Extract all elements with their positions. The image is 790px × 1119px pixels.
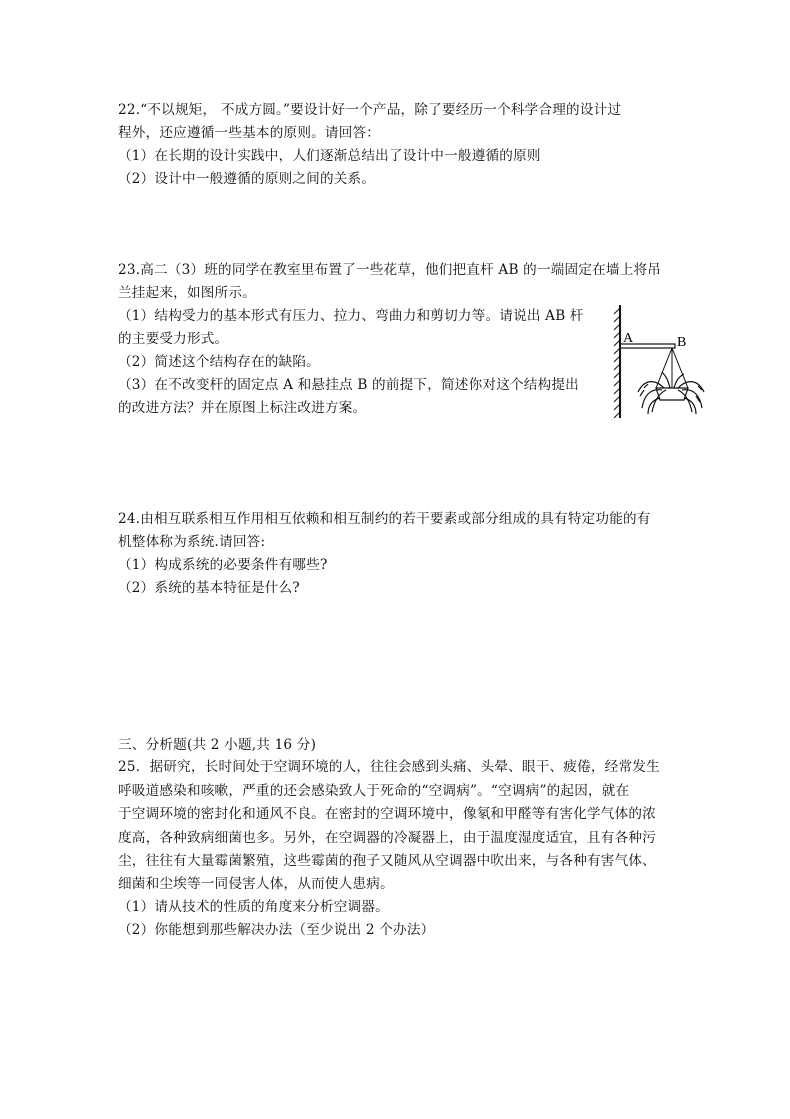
q23-sub-1-line-1: （1）结构受力的基本形式有压力、拉力、弯曲力和剪切力等。请说出 AB 杆	[118, 308, 584, 324]
q23-sub-3-line-2: 的改进方法？并在原图上标注改进方案。	[118, 400, 367, 416]
q24-sub-2: （2）系统的基本特征是什么?	[118, 580, 300, 596]
q23-sub-1-line-2: 的主要受力形式。	[118, 331, 229, 347]
q24-line-1: 24.由相互联系相互作用相互依赖和相互制约的若干要素或部分组成的具有特定功能的有	[118, 511, 651, 527]
q24-sub-1: （1）构成系统的必要条件有哪些?	[118, 557, 328, 573]
q25-line-4: 度高，各种致病细菌也多。另外，在空调器的冷凝器上，由于温度湿度适宜，且有各种污	[118, 830, 656, 846]
q23-sub-2: （2）简述这个结构存在的缺陷。	[118, 354, 320, 370]
q22-line-2: 程外，还应遵循一些基本的原则。请回答：	[118, 125, 381, 141]
q22-sub-1: （1）在长期的设计实践中，人们逐渐总结出了设计中一般遵循的原则	[118, 148, 541, 164]
q25-line-1: 25．据研究，长时间处于空调环境的人，往往会感到头痛、头晕、眼干、疲倦，经常发生	[118, 759, 660, 775]
wall-rod-plant-figure	[604, 300, 714, 420]
q22-line-1: 22.“不以规矩， 不成方圆。”要设计好一个产品，除了要经历一个科学合理的设计过	[118, 102, 622, 118]
q25-line-6: 细菌和尘埃等一同侵害人体，从而使人患病。	[118, 876, 394, 892]
q25-sub-1: （1）请从技术的性质的角度来分析空调器。	[118, 899, 389, 915]
q23-line-1: 23.高二（3）班的同学在教室里布置了一些花草，他们把直杆 AB 的一端固定在墙上将吊	[118, 262, 662, 278]
q25-line-3: 于空调环境的密封化和通风不良。在密封的空调环境中，像氡和甲醛等有害化学气体的浓	[118, 806, 656, 822]
label-b: B	[677, 335, 687, 350]
label-a: A	[623, 331, 634, 346]
hanging-strings	[656, 348, 688, 388]
section-3-heading: 三、分析题(共 2 小题,共 16 分)	[118, 737, 317, 753]
q22-sub-2: （2）设计中一般遵循的原则之间的关系。	[118, 171, 376, 187]
q24-line-2: 机整体称为系统.请回答:	[118, 534, 266, 550]
q25-line-2: 呼吸道感染和咳嗽，严重的还会感染致人于死命的“空调病”。“空调病”的起因，就在	[118, 783, 630, 799]
q25-sub-2: （2）你能想到那些解决办法（至少说出 2 个办法）	[118, 922, 435, 938]
q23-line-2: 兰挂起来，如图所示。	[118, 285, 256, 301]
q23-sub-3-line-1: （3）在不改变杆的固定点 A 和悬挂点 B 的前提下，简述你对这个结构提出	[118, 377, 579, 393]
q25-line-5: 尘，往往有大量霉菌繁殖，这些霉菌的孢子又随风从空调器中吹出来，与各种有害气体、	[118, 853, 656, 869]
